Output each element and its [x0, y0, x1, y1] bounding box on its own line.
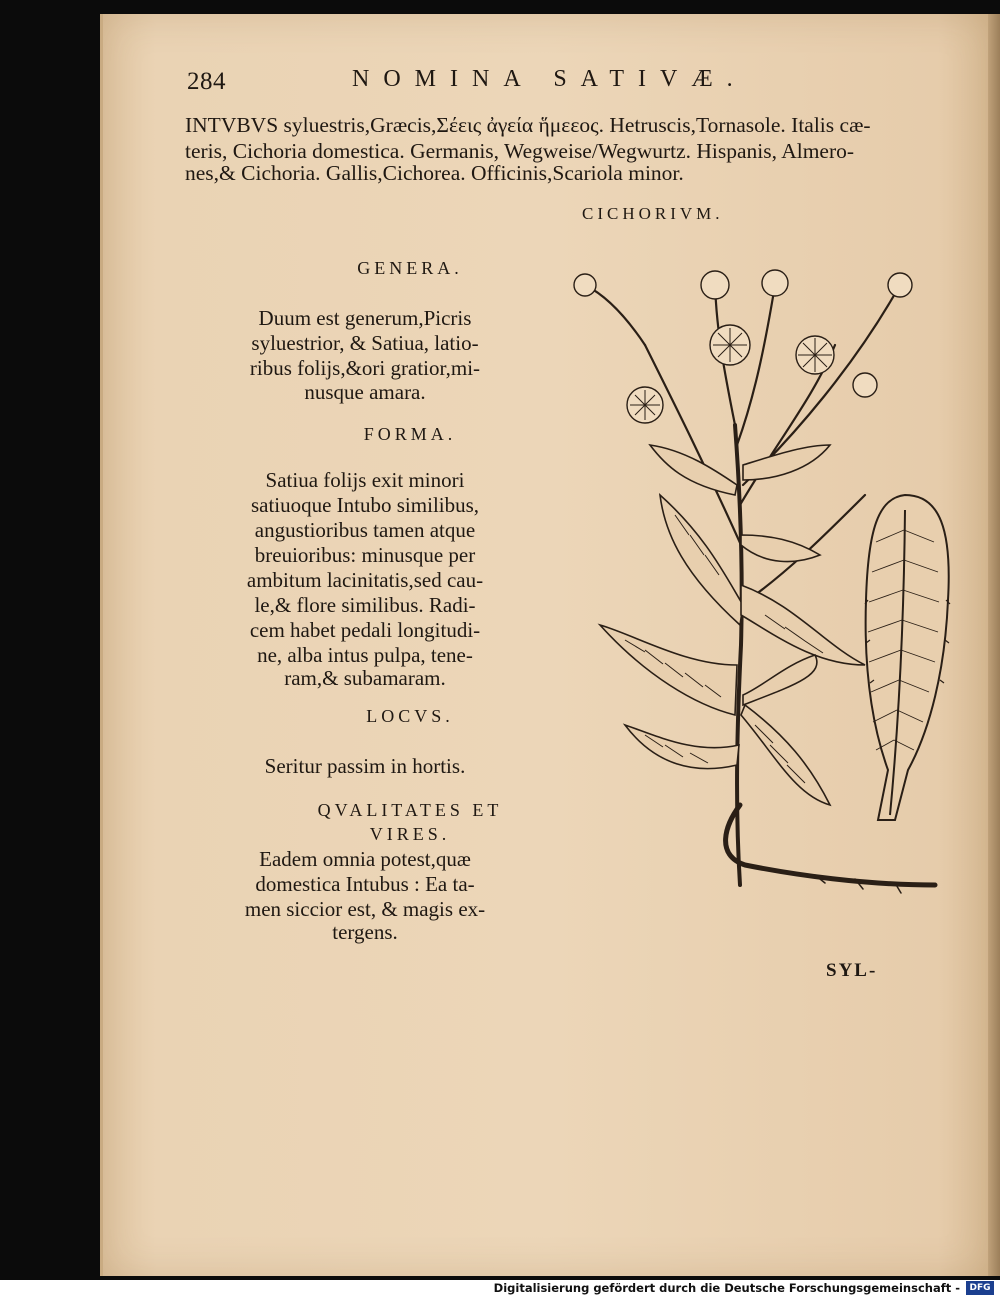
catchword: SYL- [826, 960, 878, 981]
forma-line: ambitum lacinitatis,sed cau- [246, 568, 484, 592]
heading-locus: LOCVS. [366, 706, 454, 726]
heading-qualitates-2: VIRES. [369, 824, 451, 844]
forma-line: cem habet pedali longitudi- [249, 618, 481, 642]
footer-credit: Digitalisierung gefördert durch die Deutsche Forschungsgemeinschaft - [493, 1281, 960, 1295]
forma-line: ram,& subamaram. [284, 666, 446, 690]
qualitates-line: domestica Intubus : Ea ta- [255, 872, 475, 896]
genera-line: syluestrior, & Satiua, latio- [251, 331, 479, 355]
intro-line-3: nes,& Cichoria. Gallis,Cichorea. Officinis,Scariola minor. [185, 161, 684, 185]
genera-line: Duum est generum,Picris [258, 306, 472, 330]
genera-line: nusque amara. [304, 380, 426, 404]
page-edge [988, 14, 1000, 1276]
intro-line-2: teris, Cichoria domestica. Germanis, Wegweise/Wegwurtz. Hispanis, Almero- [185, 139, 855, 163]
heading-forma: FORMA. [363, 424, 457, 444]
qualitates-line: Eadem omnia potest,quæ [259, 847, 471, 871]
forma-line: satiuoque Intubo similibus, [250, 493, 480, 517]
heading-qualitates: QVALITATES ET [317, 800, 503, 820]
locus-line: Seritur passim in hortis. [264, 754, 466, 778]
forma-line: Satiua folijs exit minori [265, 468, 465, 492]
figure-label: CICHORIVM. [582, 204, 724, 223]
forma-line: le,& flore similibus. Radi- [254, 593, 476, 617]
forma-line: ne, alba intus pulpa, tene- [257, 643, 473, 667]
heading-genera: GENERA. [357, 258, 463, 278]
page-number: 284 [187, 68, 226, 95]
running-head: NOMINA SATIVÆ. [352, 66, 747, 92]
intro-line-1: INTVBVS syluestris,Græcis,Σέεις ἀγεία ἥμεεος. Hetruscis,Tornasole. Italis cæ- [185, 113, 871, 137]
genera-line: ribus folijs,&ori gratior,mi- [249, 356, 481, 380]
forma-line: breuioribus: minusque per [254, 543, 476, 567]
qualitates-line: tergens. [332, 920, 398, 944]
dfg-logo[interactable]: DFG [966, 1281, 994, 1295]
chicory-leaf-illustration [860, 490, 955, 825]
forma-line: angustioribus tamen atque [254, 518, 476, 542]
qualitates-line: men siccior est, & magis ex- [244, 897, 486, 921]
